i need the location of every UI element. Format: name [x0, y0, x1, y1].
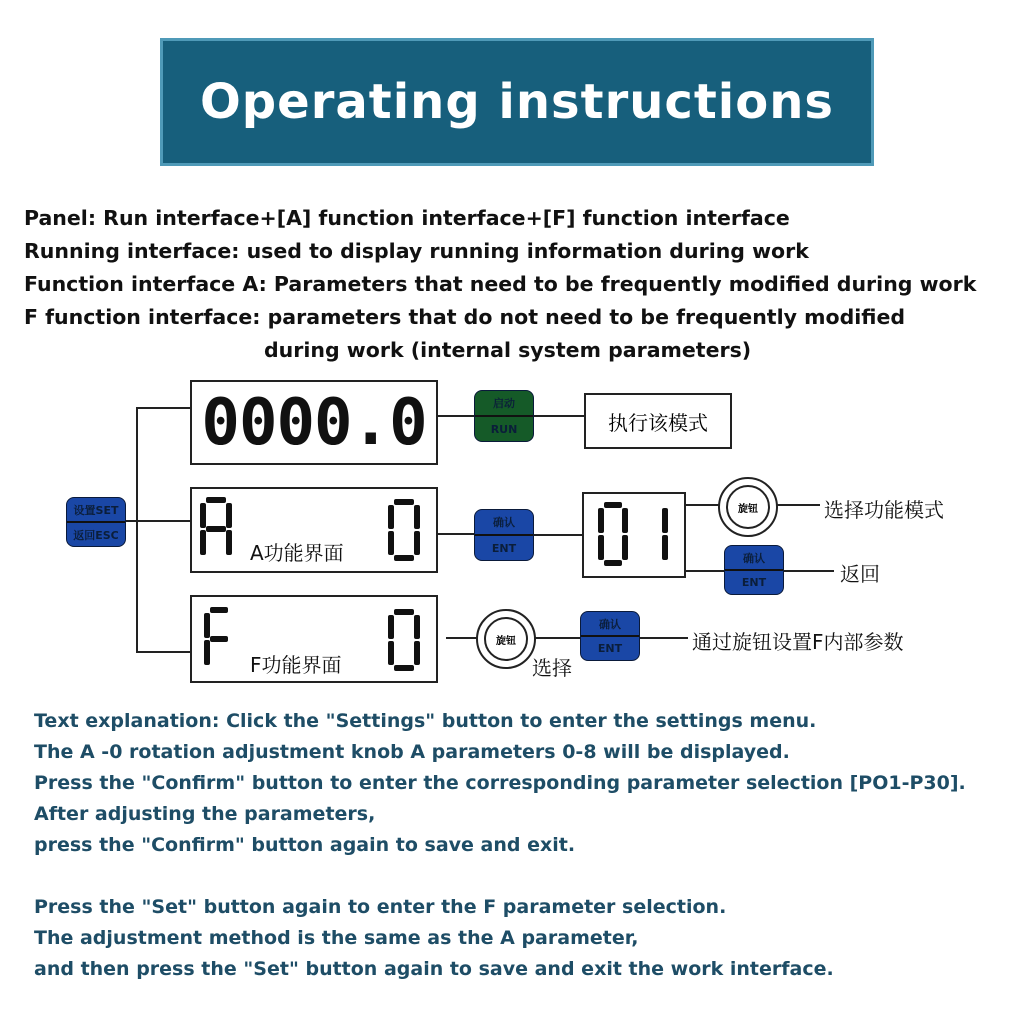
segment: [604, 560, 622, 566]
segment: [210, 607, 228, 613]
segment: [226, 503, 232, 528]
explanation-line: Text explanation: Click the "Settings" button to enter the settings menu.: [34, 710, 817, 732]
connector: [136, 651, 190, 653]
explanation-line: The A -0 rotation adjustment knob A parameters 0-8 will be displayed.: [34, 741, 790, 763]
connector: [684, 504, 720, 506]
set-label: 设置SET: [67, 498, 125, 523]
set-esc-button[interactable]: [66, 497, 126, 547]
run-display-value: 0000.0: [201, 385, 427, 460]
ent-label: ENT: [491, 541, 517, 555]
explanation-line: The adjustment method is the same as the A parameter,: [34, 927, 639, 949]
segment: [598, 508, 604, 533]
segment: [388, 641, 394, 665]
knob-button[interactable]: [718, 477, 778, 537]
digit-F: [204, 607, 228, 665]
connector: [532, 415, 584, 417]
digit-0: [598, 502, 628, 566]
segment: [394, 665, 414, 671]
panel-line: Function interface A: Parameters that need to be frequently modified during work: [24, 272, 977, 296]
ent-label-cn: 确认: [475, 510, 533, 536]
a-function-label: A功能界面: [250, 541, 344, 565]
knob-icon: 旋钮: [738, 503, 758, 515]
segment: [662, 535, 668, 560]
back-label: 返回: [840, 562, 880, 586]
esc-label: 返回ESC: [73, 528, 119, 542]
segment: [598, 535, 604, 560]
segment: [210, 636, 228, 642]
panel-line: Panel: Run interface+[A] function interface+[F] function interface: [24, 206, 790, 230]
panel-line: F function interface: parameters that do not need to be frequently modified: [24, 305, 906, 329]
connector: [446, 637, 478, 639]
segment: [414, 641, 420, 665]
run-button[interactable]: [474, 390, 534, 442]
run-result: 执行该模式: [608, 410, 708, 435]
connector: [638, 637, 688, 639]
connector: [534, 534, 582, 536]
ent-back-button[interactable]: [724, 545, 784, 595]
connector: [776, 504, 820, 506]
digit-0: [388, 609, 420, 671]
connector: [124, 520, 190, 522]
segment: [414, 505, 420, 529]
a-value-digit: [388, 499, 428, 563]
param-display: [582, 492, 686, 578]
segment: [200, 503, 206, 528]
select-label: 选择: [532, 656, 572, 680]
page-title: Operating instructions: [200, 74, 834, 130]
segment: [200, 530, 206, 555]
ent-label-cn: 确认: [581, 612, 639, 637]
run-label: RUN: [490, 422, 518, 436]
segment: [226, 530, 232, 555]
segment: [394, 499, 414, 505]
f-value-digit: [388, 609, 428, 673]
explanation-line: Press the "Set" button again to enter the F parameter selection.: [34, 896, 727, 918]
run-label-cn: 启动: [475, 391, 533, 417]
f-function-display: [190, 595, 438, 683]
ent-label-cn: 确认: [725, 546, 783, 571]
run-result-box: [584, 393, 732, 449]
panel-line: during work (internal system parameters): [264, 338, 752, 362]
ent-label: ENT: [741, 576, 767, 589]
title-banner: [160, 38, 874, 166]
connector: [436, 415, 474, 417]
select-mode-label: 选择功能模式: [824, 498, 944, 522]
segment: [206, 526, 226, 532]
f-result-label: 通过旋钮设置F内部参数: [692, 630, 904, 654]
explanation-line: press the "Confirm" button again to save and exit.: [34, 834, 576, 856]
knob-icon: 旋钮: [496, 635, 516, 647]
connector: [136, 407, 138, 653]
segment: [204, 640, 210, 665]
knob-button[interactable]: [476, 609, 536, 669]
f-function-label: F功能界面: [250, 653, 342, 677]
connector: [534, 637, 580, 639]
explanation-line: After adjusting the parameters,: [34, 803, 376, 825]
segment: [662, 508, 668, 533]
ent-label: ENT: [597, 642, 623, 655]
segment: [204, 613, 210, 638]
run-display: [190, 380, 438, 465]
explanation-line: and then press the "Set" button again to save and exit the work interface.: [34, 958, 834, 980]
segment: [414, 531, 420, 555]
explanation-line: Press the "Confirm" button to enter the corresponding parameter selection [PO1-P30].: [34, 772, 966, 794]
segment: [414, 615, 420, 639]
segment: [394, 609, 414, 615]
connector: [436, 533, 474, 535]
segment: [206, 497, 226, 503]
digit-A: [200, 497, 232, 555]
param-digits: [598, 502, 678, 568]
f-letter-digit: [204, 607, 244, 673]
segment: [388, 615, 394, 639]
a-function-display: [190, 487, 438, 573]
ent-button[interactable]: [580, 611, 640, 661]
digit-1: [662, 508, 668, 560]
segment: [394, 555, 414, 561]
digit-0: [388, 499, 420, 561]
connector: [136, 407, 190, 409]
a-letter-digit: [200, 497, 240, 563]
segment: [388, 505, 394, 529]
segment: [388, 531, 394, 555]
panel-line: Running interface: used to display running information during work: [24, 239, 809, 263]
segment: [604, 502, 622, 508]
segment: [622, 508, 628, 533]
segment: [622, 535, 628, 560]
ent-button[interactable]: [474, 509, 534, 561]
